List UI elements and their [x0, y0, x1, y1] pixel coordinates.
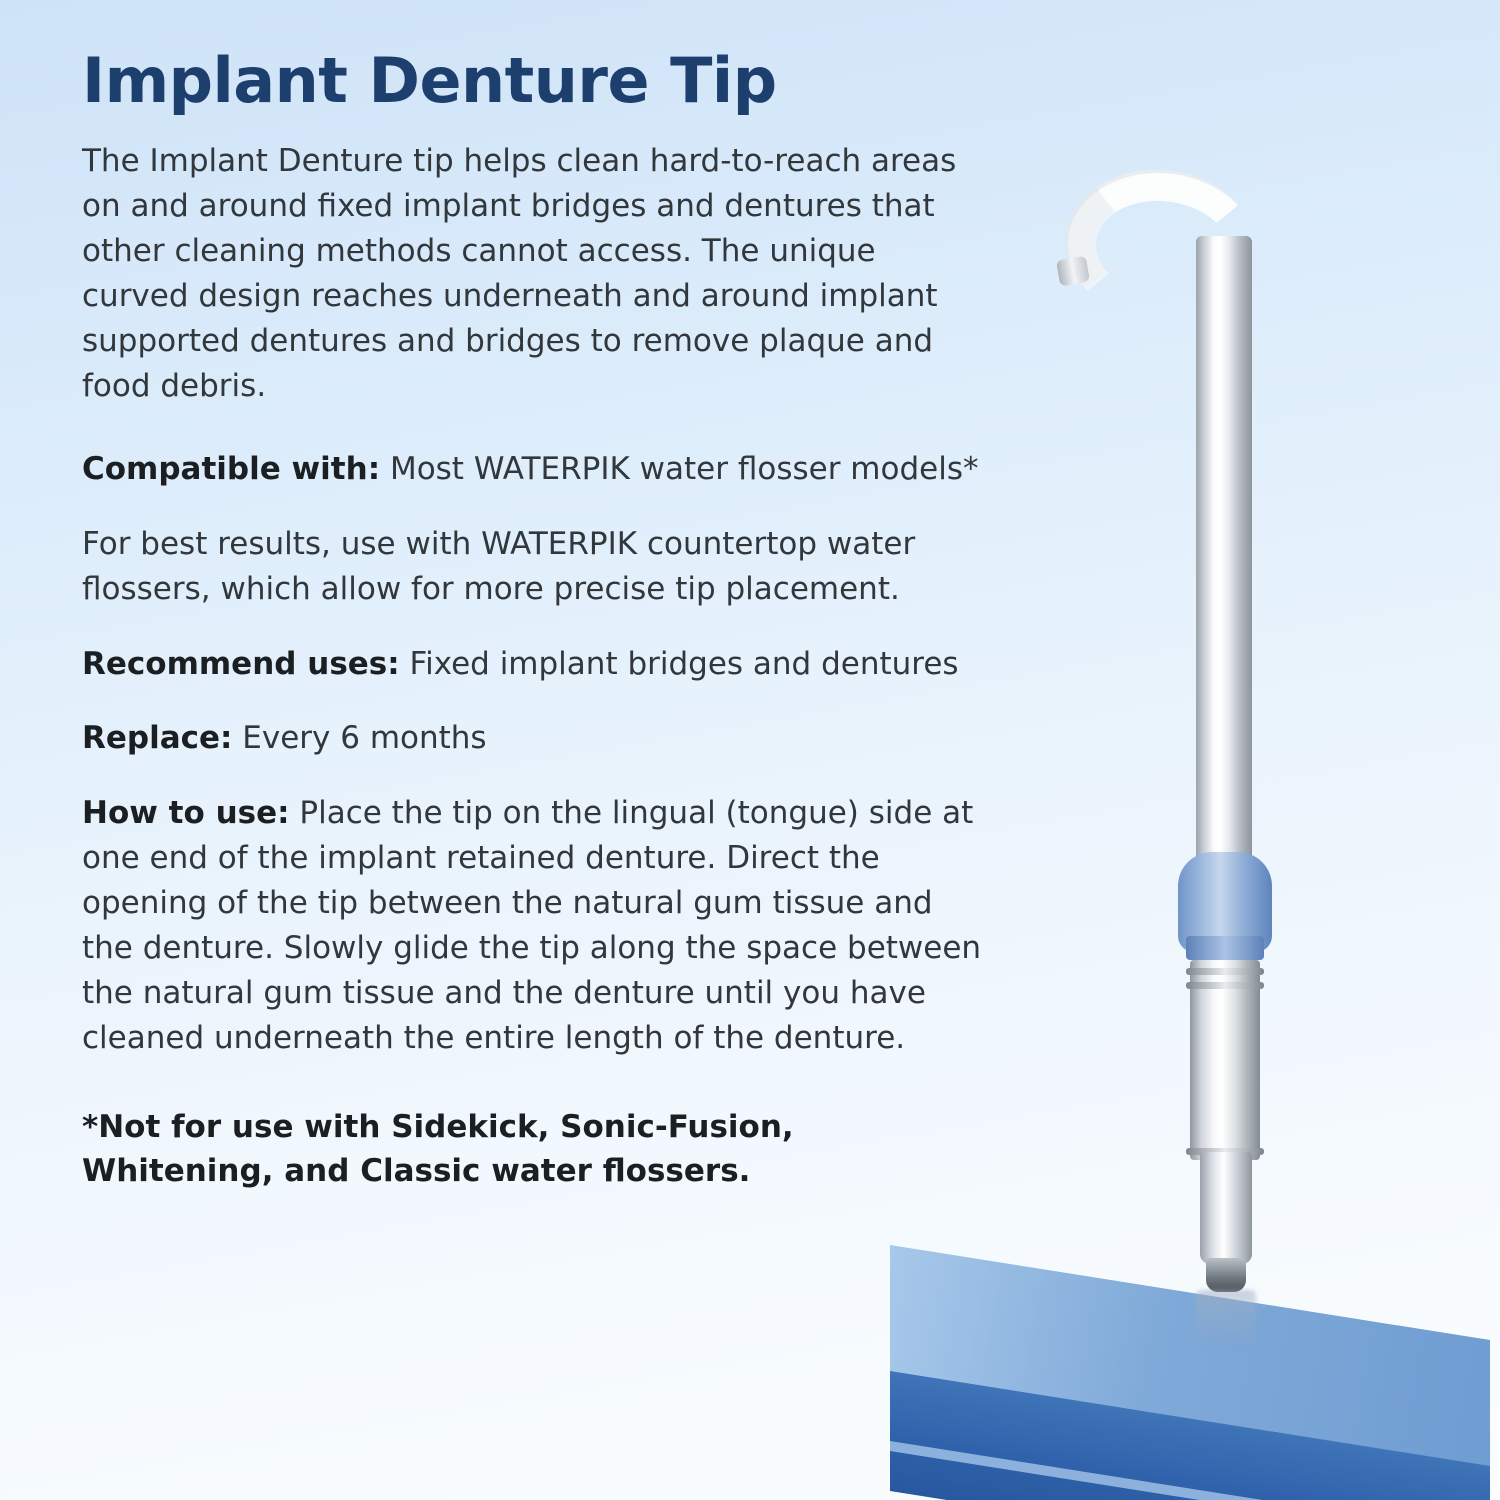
recommend-uses-label: Recommend uses: [82, 645, 400, 682]
pedestal [890, 1245, 1490, 1500]
compatible-with-label: Compatible with: [82, 450, 381, 487]
barrel-ring [1186, 982, 1264, 989]
tip-nozzle-end [1206, 1258, 1246, 1292]
tip-opening [1056, 256, 1090, 287]
intro-paragraph: The Implant Denture tip helps clean hard-to-reach areas on and around fixed implant bridges and dentures that other cleaning methods cannot access. The unique curved design reaches underneath and around implant supported dentures and bridges to remove plaque and food debris. [82, 143, 957, 404]
text-column [82, 44, 987, 1193]
tip-shaft [1196, 236, 1252, 866]
replace-label: Replace: [82, 720, 233, 757]
replace-line [82, 716, 987, 761]
tip-nozzle [1200, 1152, 1252, 1264]
how-to-use-value: Place the tip on the lingual (tongue) side at one end of the implant retained denture. Direct the opening of the tip between the natural gum tissue and the denture. Slowly glide the tip along the space between the natural gum tissue and the denture until you have cleaned underneath the entire length of the denture. [82, 795, 982, 1057]
best-results-paragraph: For best results, use with WATERPIK countertop water flossers, which allow for more precise tip placement. [82, 525, 916, 607]
replace-value: Every 6 months [232, 720, 487, 757]
recommend-uses-line [82, 642, 987, 687]
compatible-with-value: Most WATERPIK water flosser models* [380, 450, 979, 487]
how-to-use-line [82, 791, 987, 1061]
how-to-use-label: How to use: [82, 795, 290, 832]
compatible-with-line [82, 447, 987, 492]
barrel-ring [1186, 968, 1264, 975]
collar-base-ring [1186, 936, 1264, 960]
footnote: *Not for use with Sidekick, Sonic-Fusion, Whitening, and Classic water flossers. [82, 1109, 794, 1190]
surface-reflection [1196, 1290, 1256, 1350]
product-image [1000, 140, 1470, 1390]
page-title: Implant Denture Tip [82, 44, 777, 117]
tip-barrel [1190, 960, 1260, 1160]
recommend-uses-value: Fixed implant bridges and dentures [399, 645, 959, 682]
